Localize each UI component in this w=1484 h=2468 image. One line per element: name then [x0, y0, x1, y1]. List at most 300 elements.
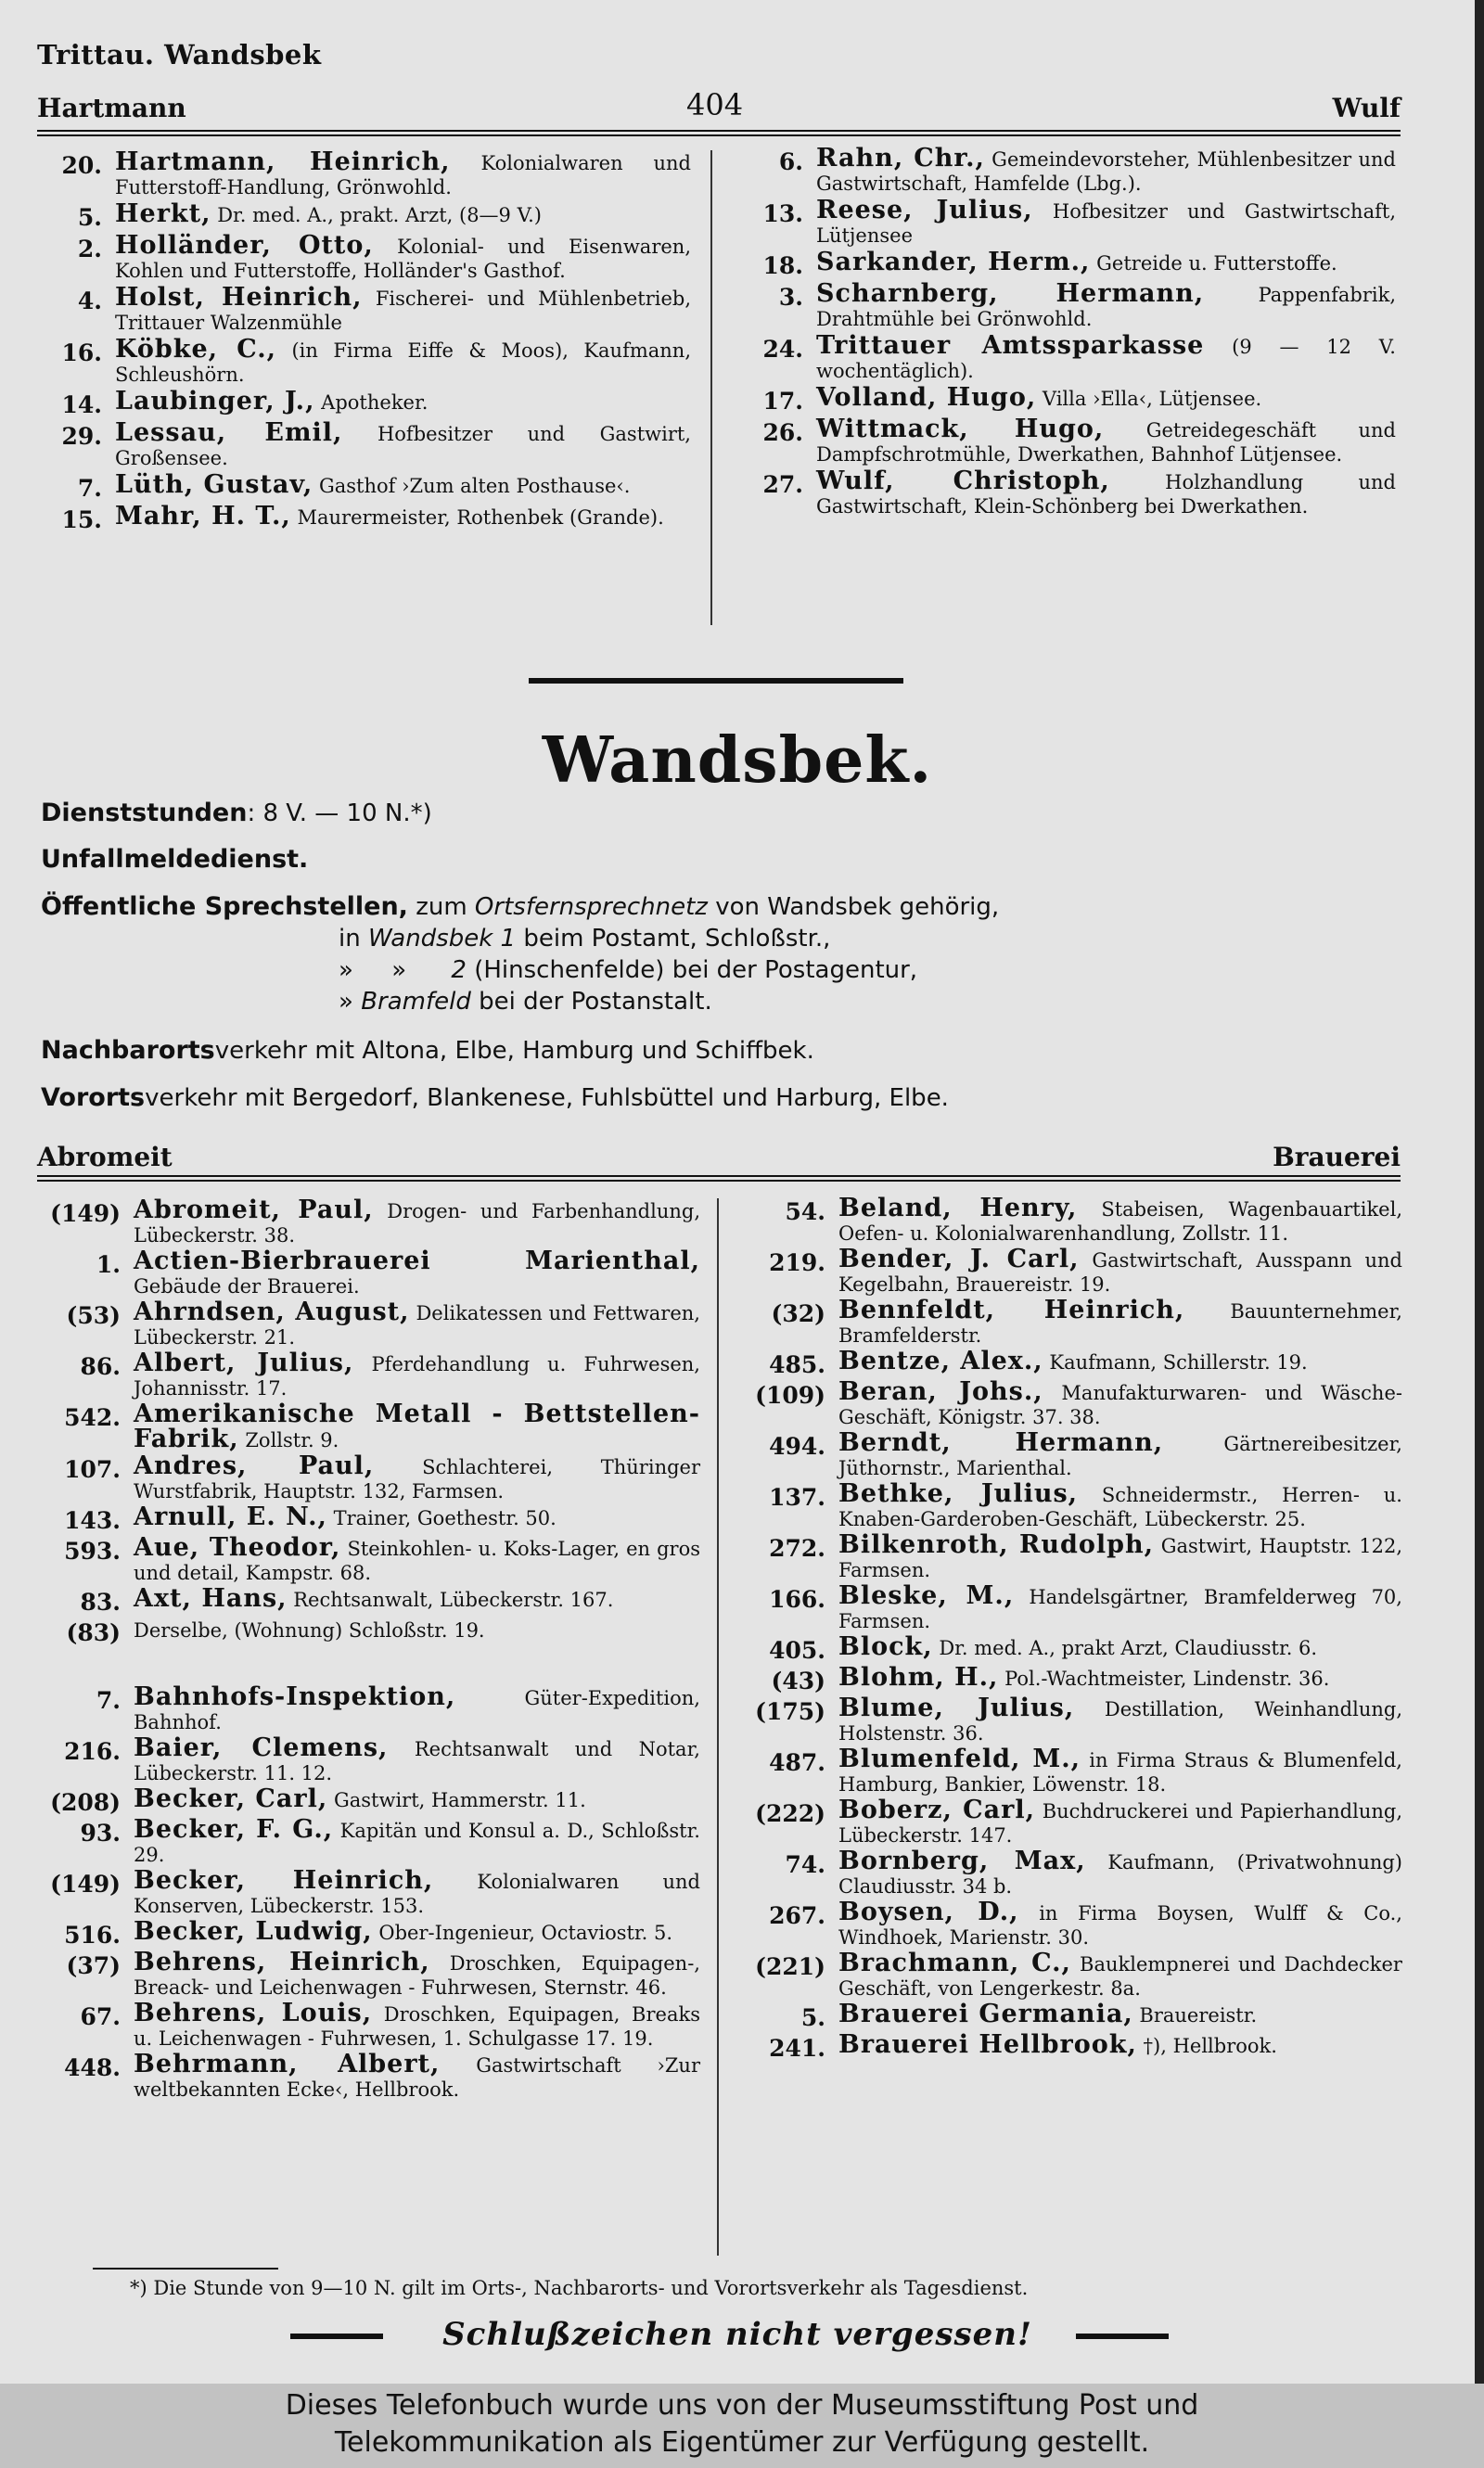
listing-text: [816, 383, 1396, 412]
phone-number: 7.: [77, 475, 102, 502]
subscriber-details: Drogen- und Farbenhandlung, Lübeckerstr. 38.: [134, 1200, 700, 1247]
subscriber-details: Kolonial- und Eisenwaren, Kohlen und Futterstoffe, Holländer's Gasthof.: [115, 236, 691, 282]
header-last-name: Wulf: [1332, 93, 1401, 123]
header-first-name: Hartmann: [37, 93, 186, 123]
listing-entry: [742, 1530, 1402, 1582]
listing-text: [838, 1349, 1402, 1375]
phone-number: 74.: [785, 1851, 825, 1878]
listing-text: [134, 1300, 700, 1349]
phone-number: 17.: [762, 388, 803, 415]
listing-entry: [46, 199, 691, 231]
listing-entry: [37, 1451, 700, 1503]
listing-entry: [46, 502, 691, 533]
listing-entry: [742, 1663, 1402, 1694]
phone-number: 54.: [785, 1198, 825, 1225]
phone-number: (222): [755, 1800, 825, 1827]
subscriber-details: Kaufmann, (Privatwohnung) Claudiusstr. 34 b.: [838, 1851, 1402, 1898]
subscriber-name: Blohm, H.,: [838, 1663, 999, 1692]
listing-text: [134, 1618, 700, 1643]
listing-entry: [46, 418, 691, 470]
line3-place: 2: [451, 956, 467, 984]
listing-text: [838, 1479, 1402, 1531]
subscriber-name: Ahrndsen, August,: [134, 1298, 410, 1326]
listing-entry: [37, 1198, 700, 1247]
listing-text: [816, 469, 1396, 518]
neighbor-traffic-label: Nachbarorts: [41, 1036, 215, 1065]
phone-number: (208): [50, 1789, 121, 1816]
listing-entry: [742, 144, 1396, 196]
subscriber-name: Blume, Julius,: [838, 1694, 1075, 1722]
subscriber-name: Arnull, E. N.,: [134, 1503, 327, 1531]
subscriber-details: Gärtnereibesitzer, Jüthornstr., Marienthal.: [838, 1433, 1402, 1479]
subscriber-name: Bornberg, Max,: [838, 1847, 1086, 1875]
subscriber-name: Rahn, Chr.,: [816, 144, 985, 173]
listing-entry: [46, 231, 691, 283]
subscriber-name: Köbke, C.,: [115, 335, 277, 364]
subscriber-details: Villa ›Ella‹, Lütjensee.: [1042, 388, 1262, 410]
wandsbek-column-left: [37, 1198, 700, 2104]
listing-entry: [742, 1349, 1402, 1378]
listing-entry: [742, 383, 1396, 415]
subscriber-details: Kaufmann, Schillerstr. 19.: [1049, 1351, 1308, 1374]
phone-number: (32): [771, 1300, 825, 1327]
phone-number: (221): [755, 1953, 825, 1980]
phone-number: 24.: [762, 336, 803, 363]
subscriber-details: Pferdehandlung u. Fuhrwesen, Johannisstr. 17.: [134, 1353, 700, 1400]
public-phones-text: zum: [416, 893, 467, 921]
listing-text: [134, 1682, 700, 1734]
listing-text: [134, 1451, 700, 1503]
listing-text: [115, 231, 691, 283]
listing-text: [134, 1402, 700, 1452]
subscriber-name: Bentze, Alex.,: [838, 1347, 1043, 1375]
subscriber-name: Sarkander, Herm.,: [816, 248, 1091, 276]
subscriber-name: Behrens, Heinrich,: [134, 1948, 430, 1976]
subscriber-details: Hofbesitzer und Gastwirtschaft, Lütjensee: [816, 200, 1396, 247]
listing-entry: [37, 1584, 700, 1616]
listing-text: [115, 199, 691, 228]
listing-entry: [46, 470, 691, 502]
listing-entry: [37, 1815, 700, 1867]
listing-entry: [37, 1351, 700, 1400]
subscriber-name: Bleske, M.,: [838, 1581, 1015, 1610]
subscriber-details: Buchdruckerei und Papierhandlung, Lübeckerstr. 147.: [838, 1800, 1402, 1847]
phone-number: 485.: [769, 1351, 825, 1378]
listing-text: [838, 1581, 1402, 1633]
listing-entry: [742, 1798, 1402, 1848]
subscriber-name: Bethke, Julius,: [838, 1479, 1079, 1508]
listing-text: [838, 1663, 1402, 1692]
listing-entry: [742, 2002, 1402, 2031]
listing-text: [115, 147, 691, 199]
listing-text: [115, 502, 691, 531]
subscriber-details: Stabeisen, Wagenbauartikel, Oefen- u. Kolonialwarenhandlung, Zollstr. 11.: [838, 1198, 1403, 1245]
listing-text: [115, 418, 691, 470]
trittau-column-left: [46, 147, 691, 536]
phone-number: 216.: [64, 1738, 121, 1765]
public-phones-line4: [339, 986, 712, 1017]
subscriber-details: Getreide u. Futterstoffe.: [1096, 252, 1337, 275]
phone-number: (83): [66, 1619, 121, 1646]
subscriber-name: Abromeit, Paul,: [134, 1196, 374, 1224]
listing-entry: [46, 283, 691, 335]
listing-text: [115, 283, 691, 335]
line4-place: Bramfeld: [361, 988, 471, 1016]
subscriber-details: Ober-Ingenieur, Octaviostr. 5.: [378, 1922, 673, 1944]
line2-prefix: in: [339, 925, 361, 953]
listing-entry: [742, 198, 1396, 248]
listing-text: [816, 144, 1396, 196]
public-phones-text-end: von Wandsbek gehörig,: [715, 893, 1000, 921]
subscriber-details: Manufakturwaren- und Wäsche-Geschäft, Königstr. 37. 38.: [838, 1382, 1402, 1428]
listing-text: [838, 1298, 1402, 1348]
phone-number: (149): [50, 1871, 121, 1898]
listing-entry: [742, 250, 1396, 279]
subscriber-name: Baier, Clemens,: [134, 1733, 389, 1762]
subscriber-details: Schlachterei, Thüringer Wurstfabrik, Hauptstr. 132, Farmsen.: [134, 1456, 700, 1503]
listing-entry: [37, 1533, 701, 1585]
subscriber-name: Laubinger, J.,: [115, 387, 315, 416]
phone-number: 67.: [80, 2003, 121, 2030]
listing-entry: [742, 279, 1396, 331]
phone-number: 219.: [769, 1249, 825, 1276]
listing-text: [838, 1428, 1402, 1480]
section-rule: [529, 678, 903, 684]
listing-text: [838, 1632, 1402, 1661]
service-hours-value: : 8 V. — 10 N.*): [247, 799, 432, 827]
listing-text: [838, 2002, 1402, 2027]
subscriber-name: Amerikanische Metall - Bettstellen-Fabrik,: [134, 1400, 700, 1453]
listing-text: [134, 1866, 700, 1918]
listing-entry: [742, 1428, 1402, 1480]
phone-number: 27.: [762, 471, 803, 498]
listing-entry: [742, 331, 1396, 383]
listing-entry: [742, 469, 1396, 518]
running-header: [37, 87, 1401, 126]
listing-text: [134, 1584, 700, 1613]
subscriber-name: Wittmack, Hugo,: [816, 415, 1105, 443]
subscriber-name: Mahr, H. T.,: [115, 502, 291, 531]
subscriber-name: Brachmann, C.,: [838, 1949, 1071, 1977]
listing-entry: [37, 1618, 700, 1646]
listing-entry: [742, 417, 1396, 467]
listing-text: [134, 1784, 700, 1813]
listing-entry: [742, 1632, 1402, 1664]
subscriber-details: Gasthof ›Zum alten Posthause‹.: [318, 475, 631, 497]
subscriber-details: Schneidermstr., Herren- u. Knaben-Garderoben-Geschäft, Lübeckerstr. 25.: [838, 1484, 1402, 1530]
subscriber-details: Maurermeister, Rothenbek (Grande).: [297, 506, 664, 529]
suburb-traffic-text: verkehr mit Bergedorf, Blankenese, Fuhlsbüttel und Harburg, Elbe.: [145, 1084, 949, 1112]
listing-text: [134, 1815, 700, 1867]
phone-number: 4.: [77, 288, 102, 314]
subscriber-details: †), Hellbrook.: [1143, 2035, 1277, 2057]
public-phones-line1: [41, 891, 999, 923]
listing-text: [816, 279, 1396, 331]
listing-text: [838, 1377, 1402, 1429]
listing-entry: [37, 1917, 700, 1949]
header2-last-name: Brauerei: [1273, 1142, 1401, 1172]
listing-text: [838, 1900, 1402, 1950]
listing-text: [838, 1196, 1402, 1246]
listing-entry: [37, 1402, 700, 1452]
subscriber-name: Bilkenroth, Rudolph,: [838, 1530, 1155, 1559]
listing-text: [838, 1696, 1402, 1746]
subscriber-name: Becker, Ludwig,: [134, 1917, 373, 1946]
listing-text: [134, 2001, 700, 2051]
subscriber-name: Lüth, Gustav,: [115, 470, 313, 499]
line2-place: Wandsbek 1: [367, 925, 517, 953]
phone-number: 3.: [778, 284, 803, 311]
running-header-places: Trittau. Wandsbek: [37, 39, 322, 70]
trittau-column-right: [742, 144, 1396, 521]
subscriber-details: Gastwirtschaft, Ausspann und Kegelbahn, Brauereistr. 19.: [838, 1249, 1402, 1296]
phone-number: 107.: [64, 1456, 121, 1483]
phone-number: (109): [755, 1382, 825, 1409]
subscriber-details: Dr. med. A., prakt Arzt, Claudiusstr. 6.: [939, 1637, 1318, 1659]
line4-text: bei der Postanstalt.: [479, 988, 712, 1016]
phone-number: 593.: [64, 1538, 121, 1565]
wandsbek-column-right: [742, 1196, 1402, 2064]
subscriber-name: Bennfeldt, Heinrich,: [838, 1296, 1185, 1324]
listing-text: [134, 1917, 700, 1946]
slogan-dash-right: [1076, 2334, 1169, 2339]
listing-text: [838, 1247, 1402, 1297]
subscriber-details: in Firma Straus & Blumenfeld, Hamburg, Bankier, Löwenstr. 18.: [838, 1749, 1402, 1796]
listing-text: [134, 1733, 700, 1785]
line4-prefix: »: [339, 988, 353, 1016]
listing-entry: [37, 2001, 700, 2051]
listing-entry: [37, 2052, 700, 2102]
header2-rule: [37, 1175, 1401, 1182]
phone-number: 29.: [61, 423, 102, 450]
listing-entry: [37, 1866, 700, 1918]
subscriber-name: Brauerei Hellbrook,: [838, 2030, 1137, 2059]
listing-entry: [742, 1951, 1402, 2001]
subscriber-name: Behrmann, Albert,: [134, 2050, 441, 2078]
subscriber-name: Actien-Bierbrauerei Marienthal,: [134, 1247, 700, 1275]
phone-number: 448.: [64, 2054, 121, 2081]
phone-number: 166.: [769, 1586, 825, 1613]
subscriber-name: Bahnhofs-Inspektion,: [134, 1682, 456, 1711]
neighbor-traffic: [41, 1035, 814, 1067]
listing-entry: [742, 2030, 1402, 2062]
subscriber-details: Kapitän und Konsul a. D., Schloßstr. 29.: [134, 1820, 700, 1866]
listing-entry: [742, 1849, 1402, 1899]
public-phones-line2: [339, 923, 830, 954]
listing-entry: [742, 1900, 1402, 1950]
subscriber-name: Brauerei Germania,: [838, 2000, 1133, 2028]
subscriber-details: Getreidegeschäft und Dampfschrotmühle, Dwerkathen, Bahnhof Lütjensee.: [816, 419, 1396, 466]
phone-number: 26.: [762, 419, 803, 446]
subscriber-details: Pappenfabrik, Drahtmühle bei Grönwohld.: [816, 284, 1396, 330]
subscriber-details: (9 — 12 V. wochentäglich).: [816, 336, 1396, 382]
subscriber-name: Berndt, Hermann,: [838, 1428, 1164, 1457]
listing-text: [134, 1950, 700, 2000]
listing-entry: [37, 1249, 700, 1298]
running-header-2: [37, 1142, 1401, 1175]
subscriber-details: Gebäude der Brauerei.: [134, 1275, 360, 1298]
header2-first-name: Abromeit: [37, 1142, 173, 1172]
phone-number: 5.: [77, 204, 102, 231]
subscriber-details: Kolonialwaren und Futterstoff-Handlung, Grönwohld.: [115, 152, 691, 198]
phone-number: 15.: [61, 506, 102, 533]
listing-text: [134, 1533, 701, 1585]
subscriber-name: Lessau, Emil,: [115, 418, 343, 447]
credit-line-2: Telekommunikation als Eigentümer zur Verfügung gestellt.: [334, 2426, 1150, 2459]
phone-number: 2.: [77, 236, 102, 262]
listing-text: [838, 1747, 1402, 1797]
subscriber-details: Trainer, Goethestr. 50.: [333, 1507, 556, 1529]
listing-text: [838, 1798, 1402, 1848]
subscriber-details: Gastwirt, Hammerstr. 11.: [333, 1789, 586, 1811]
footnote: *) Die Stunde von 9—10 N. gilt im Orts-, Nachbarorts- und Vorortsverkehr als Tagesdienst.: [130, 2277, 1029, 2299]
listing-entry: [37, 1950, 700, 2000]
public-phones-line3: [339, 954, 917, 986]
listing-text: [816, 250, 1396, 275]
column-divider: [710, 150, 712, 625]
page-number: 404: [686, 87, 744, 122]
subscriber-name: Blumenfeld, M.,: [838, 1745, 1081, 1773]
listing-entry: [37, 1784, 700, 1816]
line3-prefix: » »: [339, 956, 407, 984]
listing-entry: [46, 387, 691, 418]
suburb-traffic: [41, 1082, 949, 1114]
listing-entry: [37, 1733, 700, 1785]
public-phones-network: Ortsfernsprechnetz: [474, 893, 708, 921]
subscriber-details: Gastwirt, Hauptstr. 122, Farmsen.: [838, 1535, 1402, 1581]
phone-number: 20.: [61, 152, 102, 179]
subscriber-details: Hofbesitzer und Gastwirt, Großensee.: [115, 423, 691, 469]
subscriber-name: Bender, J. Carl,: [838, 1245, 1080, 1273]
subscriber-details: Pol.-Wachtmeister, Lindenstr. 36.: [1004, 1668, 1330, 1690]
subscriber-name: Wulf, Christoph,: [816, 467, 1110, 495]
listing-text: [838, 1849, 1402, 1899]
subscriber-details: Zollstr. 9.: [245, 1429, 339, 1451]
subscriber-details: Holzhandlung und Gastwirtschaft, Klein-Schönberg bei Dwerkathen.: [816, 471, 1396, 518]
suburb-traffic-label: Vororts: [41, 1083, 146, 1112]
phone-number: 83.: [80, 1589, 121, 1616]
listing-entry: [37, 1682, 700, 1734]
subscriber-details: Brauereistr.: [1139, 2004, 1258, 2027]
header-rule: [37, 130, 1401, 136]
slogan: Schlußzeichen nicht vergessen!: [442, 2316, 1032, 2353]
listing-entry: [742, 1298, 1402, 1348]
phone-number: 16.: [61, 339, 102, 366]
listing-entry: [46, 335, 691, 387]
subscriber-name: Aue, Theodor,: [134, 1533, 341, 1562]
subscriber-details: Bauunternehmer, Bramfelderstr.: [838, 1300, 1402, 1347]
listing-entry: [742, 1581, 1402, 1633]
phone-number: 542.: [64, 1404, 121, 1431]
subscriber-name: Holländer, Otto,: [115, 231, 374, 260]
phone-number: 494.: [769, 1433, 825, 1460]
subscriber-details: Delikatessen und Fettwaren, Lübeckerstr. 21.: [134, 1302, 700, 1349]
phone-number: 241.: [769, 2035, 825, 2062]
section-title: Wandsbek.: [542, 723, 933, 798]
phone-number: 5.: [800, 2004, 825, 2031]
listing-entry: [742, 1479, 1402, 1531]
subscriber-name: Reese, Julius,: [816, 196, 1033, 224]
subscriber-name: Axt, Hans,: [134, 1584, 288, 1613]
subscriber-name: Herkt,: [115, 199, 211, 228]
subscriber-name: Boysen, D.,: [838, 1898, 1019, 1926]
service-hours: [41, 798, 432, 829]
listing-text: [838, 1951, 1402, 2001]
accident-service: [41, 844, 308, 876]
subscriber-name: Behrens, Louis,: [134, 1999, 373, 2027]
subscriber-details: (in Firma Eiffe & Moos), Kaufmann, Schleushörn.: [115, 339, 691, 386]
page-edge-shadow: [1475, 0, 1484, 2384]
subscriber-details: in Firma Boysen, Wulff & Co., Windhoek, Marienstr. 30.: [838, 1902, 1402, 1949]
subscriber-details: Rechtsanwalt, Lübeckerstr. 167.: [293, 1589, 614, 1611]
subscriber-name: Hartmann, Heinrich,: [115, 147, 451, 176]
phone-number: (53): [66, 1302, 121, 1329]
subscriber-name: Albert, Julius,: [134, 1349, 354, 1377]
listing-entry: [37, 1505, 700, 1534]
phone-number: 6.: [778, 148, 803, 175]
phone-number: 13.: [762, 200, 803, 227]
subscriber-details: Fischerei- und Mühlenbetrieb, Trittauer Walzenmühle: [115, 288, 691, 334]
phone-number: (43): [771, 1668, 825, 1694]
phone-number: (149): [50, 1200, 121, 1227]
phone-number: 7.: [96, 1687, 121, 1714]
phone-number: 143.: [64, 1507, 121, 1534]
listing-text: [115, 335, 691, 387]
listing-text: [134, 1505, 700, 1530]
credit-line-1: Dieses Telefonbuch wurde uns von der Museumsstiftung Post und: [285, 2389, 1199, 2422]
listing-text: [115, 387, 691, 416]
phone-number: 14.: [61, 391, 102, 418]
phone-number: 272.: [769, 1535, 825, 1562]
subscriber-details: Gemeindevorsteher, Mühlenbesitzer und Gastwirtschaft, Hamfelde (Lbg.).: [816, 148, 1396, 195]
listing-text: [816, 198, 1396, 248]
subscriber-name: Becker, Heinrich,: [134, 1866, 434, 1895]
listing-text: [134, 1249, 700, 1298]
subscriber-details: Rechtsanwalt und Notar, Lübeckerstr. 11. 12.: [134, 1738, 700, 1784]
listing-text: [115, 470, 691, 499]
phone-number: 93.: [80, 1820, 121, 1847]
listing-text: [134, 1198, 700, 1247]
listing-entry: [742, 1747, 1402, 1797]
listing-text: [816, 331, 1396, 383]
subscriber-details: Apotheker.: [321, 391, 429, 414]
phone-number: 405.: [769, 1637, 825, 1664]
phone-number: 18.: [762, 252, 803, 279]
subscriber-name: Block,: [838, 1632, 933, 1661]
phone-number: 137.: [769, 1484, 825, 1511]
subscriber-name: Boberz, Carl,: [838, 1796, 1036, 1824]
phone-number: 487.: [769, 1749, 825, 1776]
subscriber-name: Becker, Carl,: [134, 1784, 328, 1813]
neighbor-traffic-text: verkehr mit Altona, Elbe, Hamburg und Schiffbek.: [214, 1037, 814, 1065]
listing-text: [134, 1351, 700, 1400]
listing-entry: [742, 1196, 1402, 1246]
phone-number: (37): [66, 1952, 121, 1979]
phone-number: 267.: [769, 1902, 825, 1929]
subscriber-details: Destillation, Weinhandlung, Holstenstr. 36.: [838, 1698, 1403, 1745]
subscriber-details: Güter-Expedition, Bahnhof.: [134, 1687, 700, 1733]
subscriber-details: Bauklempnerei und Dachdecker Geschäft, von Lengerkestr. 8a.: [838, 1953, 1402, 2000]
subscriber-details: Gastwirtschaft ›Zur weltbekannten Ecke‹, Hellbrook.: [134, 2054, 700, 2101]
subscriber-name: Volland, Hugo,: [816, 383, 1037, 412]
line3-text: (Hinschenfelde) bei der Postagentur,: [474, 956, 918, 984]
subscriber-name: Trittauer Amtssparkasse: [816, 331, 1205, 360]
subscriber-details: Dr. med. A., prakt. Arzt, (8—9 V.): [217, 204, 542, 226]
subscriber-name: Beland, Henry,: [838, 1194, 1078, 1222]
phone-number: 516.: [64, 1922, 121, 1949]
phone-number: 1.: [96, 1251, 121, 1278]
listing-text: [816, 417, 1396, 467]
